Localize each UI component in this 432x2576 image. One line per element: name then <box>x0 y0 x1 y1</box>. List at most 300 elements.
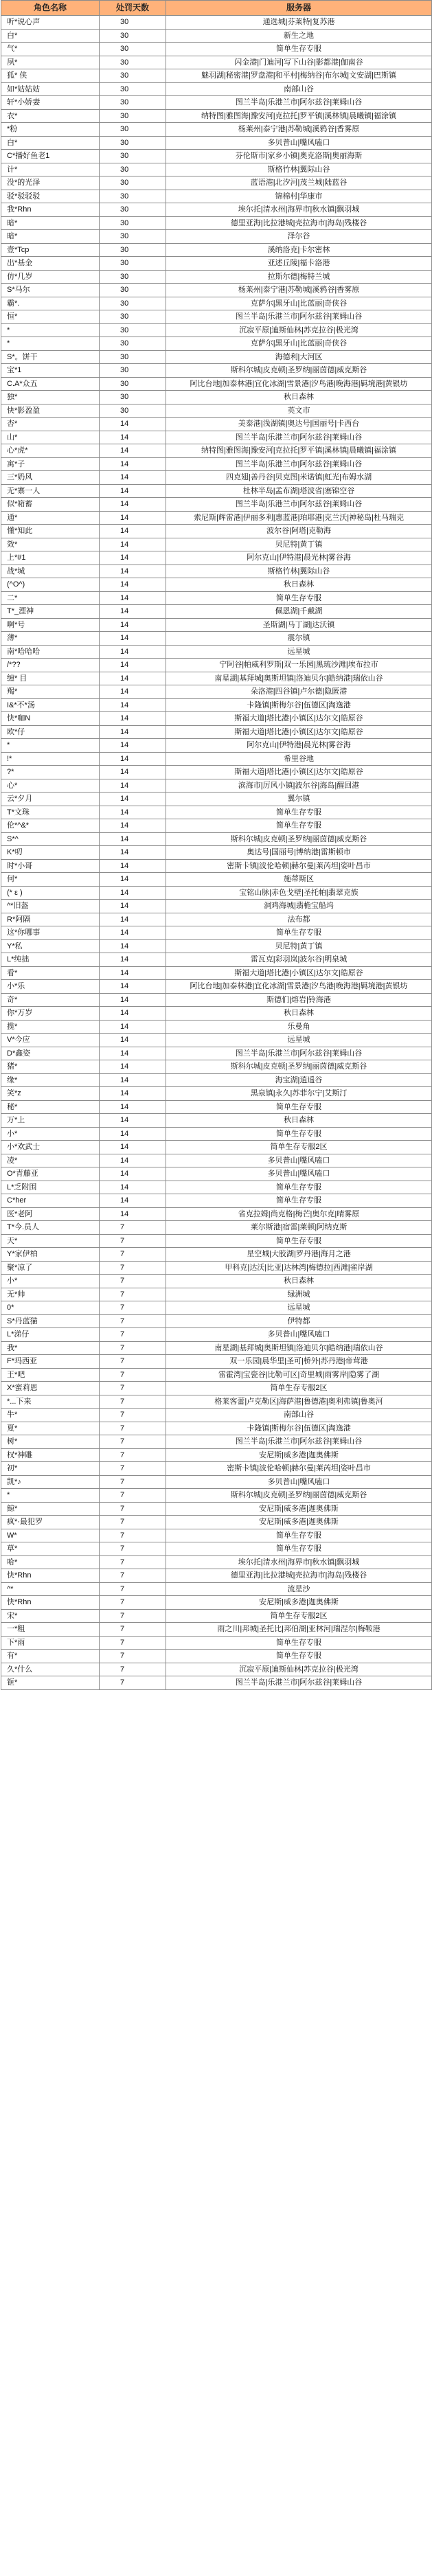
role-name-cell: 懂*知此 <box>1 525 100 538</box>
penalty-days-cell: 14 <box>100 1047 166 1060</box>
table-row <box>1 1100 432 1114</box>
table-row <box>1 1207 432 1221</box>
server-cell: 图兰半岛|乐港兰市|阿尔兹谷|莱姆山谷 <box>166 1676 432 1690</box>
server-cell: 沉寂平原|迪斯仙林|苏克拉谷|极光湾 <box>166 1663 432 1676</box>
role-name-cell: 你*万岁 <box>1 1007 100 1021</box>
penalty-days-cell: 7 <box>100 1448 166 1462</box>
table-row <box>1 1301 432 1315</box>
role-name-cell: 疯*·最犯罗 <box>1 1516 100 1529</box>
penalty-days-cell: 14 <box>100 565 166 578</box>
role-name-cell: 0* <box>1 1301 100 1315</box>
penalty-days-cell: 14 <box>100 659 166 672</box>
role-name-cell: 上*#1 <box>1 551 100 565</box>
table-row <box>1 1663 432 1676</box>
penalty-days-cell: 30 <box>100 150 166 163</box>
server-cell: 安尼斯|威多港|迦奥佛斯 <box>166 1502 432 1516</box>
role-name-cell: 凌* <box>1 1154 100 1167</box>
role-name-cell: C*播好鱼老1 <box>1 150 100 163</box>
server-cell: 多贝普山|嘴风嗑口 <box>166 1167 432 1181</box>
server-cell: 圣斯湖|马丁湖|达沃镇 <box>166 618 432 632</box>
server-cell: 滨海市|厉风小镇|波尔谷|海岛|醒回港 <box>166 779 432 793</box>
penalty-days-cell: 14 <box>100 980 166 994</box>
server-cell: 翼尔镇 <box>166 793 432 806</box>
server-cell: 雷瓦克|彩羽岚|波尔谷|明泉城 <box>166 953 432 967</box>
table-row <box>1 900 432 913</box>
server-cell: 安尼斯|威多港|迦奥佛斯 <box>166 1516 432 1529</box>
table-row <box>1 96 432 110</box>
table-row <box>1 163 432 176</box>
table-row <box>1 1288 432 1301</box>
role-name-cell: 缠* 目 <box>1 672 100 685</box>
penalty-days-cell: 14 <box>100 939 166 953</box>
server-cell: 远星城 <box>166 1034 432 1047</box>
penalty-days-cell: 14 <box>100 1087 166 1101</box>
table-row <box>1 712 432 726</box>
penalty-days-cell: 14 <box>100 444 166 458</box>
table-row <box>1 939 432 953</box>
role-name-cell: 白* <box>1 136 100 150</box>
role-name-cell: 仿*几岁 <box>1 270 100 284</box>
role-name-cell: 轩*小娇妻 <box>1 96 100 110</box>
penalty-days-cell: 7 <box>100 1516 166 1529</box>
server-cell: 图兰半岛|乐港兰市|阿尔兹谷|莱姆山谷 <box>166 1047 432 1060</box>
table-row <box>1 1087 432 1101</box>
server-cell: 南部山谷 <box>166 82 432 96</box>
server-cell: 贝尼特|黄丁镇 <box>166 538 432 551</box>
table-row <box>1 444 432 458</box>
table-row <box>1 484 432 498</box>
table-row <box>1 1502 432 1516</box>
server-cell: 埃尔托|清水州|海界市|秋水镇|飘羽城 <box>166 203 432 217</box>
role-name-cell: 没*的光泽 <box>1 176 100 190</box>
role-name-cell: 心*虎* <box>1 444 100 458</box>
table-row <box>1 645 432 659</box>
table-row <box>1 1314 432 1328</box>
table-row <box>1 391 432 404</box>
table-row <box>1 109 432 123</box>
role-name-cell: 南*哈哈哈 <box>1 645 100 659</box>
table-row <box>1 1395 432 1409</box>
role-name-cell: 奇* <box>1 993 100 1007</box>
role-name-cell: 缘* <box>1 1073 100 1087</box>
role-name-cell: 初* <box>1 1462 100 1476</box>
penalty-days-cell: 14 <box>100 913 166 926</box>
server-cell: 简单生存专服2区 <box>166 1609 432 1623</box>
penalty-days-cell: 30 <box>100 109 166 123</box>
table-row <box>1 659 432 672</box>
penalty-days-cell: 14 <box>100 538 166 551</box>
table-row <box>1 1368 432 1382</box>
penalty-days-cell: 7 <box>100 1609 166 1623</box>
server-cell: 秋日森林 <box>166 1114 432 1128</box>
role-name-cell: F*玛西亚 <box>1 1355 100 1369</box>
penalty-days-cell: 30 <box>100 190 166 203</box>
penalty-days-cell: 7 <box>100 1395 166 1409</box>
penalty-days-cell: 14 <box>100 873 166 887</box>
server-cell: 索尼斯|辉雷港|伊丽多利|惠蓝港|珀耶港|克兰沃|神秘岛|杜马瑞克 <box>166 511 432 525</box>
role-name-cell: 杏* <box>1 418 100 431</box>
table-row <box>1 297 432 310</box>
server-cell: 简单生存专服 <box>166 1529 432 1542</box>
server-cell: 安尼斯|威多港|迦奥佛斯 <box>166 1596 432 1610</box>
table-row <box>1 418 432 431</box>
server-cell: 奥达号|国丽号|博纳港|雷斯顿市 <box>166 846 432 860</box>
server-cell: 密斯卡镇|波伦哈顿|赫尔曼|莱芮坦|姿叶昌市 <box>166 1462 432 1476</box>
role-name-cell: 无*帅 <box>1 1288 100 1301</box>
table-row <box>1 1194 432 1208</box>
table-row <box>1 457 432 471</box>
server-cell: 安尼斯|威多港|迦奥佛斯 <box>166 1448 432 1462</box>
server-cell: 埃尔托|清水州|海界市|秋水镇|飘羽城 <box>166 1555 432 1569</box>
server-cell: 阿尔克山|伊特港|晨光林|雾谷海 <box>166 739 432 753</box>
role-name-cell: 云*夕月 <box>1 793 100 806</box>
penalty-days-cell: 30 <box>100 364 166 378</box>
table-row <box>1 431 432 444</box>
penalty-days-cell: 14 <box>100 886 166 900</box>
server-cell: 南星湖|基拜城|奥斯坦镇|洛迪贝尔|皓纳港|瑞依山谷 <box>166 1341 432 1355</box>
role-name-cell: 啊*号 <box>1 618 100 632</box>
penalty-days-cell: 30 <box>100 337 166 351</box>
penalty-days-cell: 7 <box>100 1650 166 1663</box>
penalty-days-cell: 30 <box>100 404 166 418</box>
role-name-cell: 王*吧 <box>1 1368 100 1382</box>
table-row <box>1 1582 432 1596</box>
role-name-cell: 揽* <box>1 1020 100 1034</box>
table-row <box>1 69 432 83</box>
table-row <box>1 1060 432 1074</box>
server-cell: 简单生存专服 <box>166 806 432 819</box>
table-row <box>1 766 432 779</box>
role-name-cell: S*。饼干 <box>1 350 100 364</box>
server-cell: 震尔镇 <box>166 632 432 646</box>
table-row <box>1 1409 432 1422</box>
penalty-days-cell: 7 <box>100 1529 166 1542</box>
penalty-days-cell: 7 <box>100 1261 166 1275</box>
role-name-cell: ?* <box>1 766 100 779</box>
server-cell: 简单生存专服 <box>166 1127 432 1141</box>
penalty-days-cell: 7 <box>100 1489 166 1503</box>
table-row <box>1 203 432 217</box>
role-name-cell: 伦*^&* <box>1 819 100 833</box>
server-cell: 杜林半岛|孟布湖|塔波省|塞锦空谷 <box>166 484 432 498</box>
header-row <box>1 1 432 16</box>
penalty-days-cell: 14 <box>100 605 166 619</box>
table-row <box>1 1636 432 1650</box>
table-row <box>1 1569 432 1583</box>
table-row <box>1 632 432 646</box>
server-cell: 斯科尔城|皮克顿|圣罗纳|丽茵德|威克斯谷 <box>166 1060 432 1074</box>
server-cell: 简单生存专服 <box>166 1100 432 1114</box>
server-cell: 绿洲城 <box>166 1288 432 1301</box>
role-name-cell: 狐* 侠 <box>1 69 100 83</box>
penalty-days-cell: 7 <box>100 1314 166 1328</box>
penalty-days-cell: 7 <box>100 1234 166 1248</box>
penalty-days-cell: 14 <box>100 966 166 980</box>
server-cell: 阿尔克山|伊特港|晨光林|雾谷海 <box>166 551 432 565</box>
role-name-cell: 白* <box>1 29 100 43</box>
server-cell: 闪金港|门迪河|写下山谷|影都港|伽南谷 <box>166 56 432 69</box>
server-cell: 斯格竹林|翼际山谷 <box>166 565 432 578</box>
table-row <box>1 886 432 900</box>
server-cell: 斯德们|熔岩|铃海港 <box>166 993 432 1007</box>
role-name-cell: I&*不*汤 <box>1 698 100 712</box>
role-name-cell: 听*说心声 <box>1 16 100 30</box>
penalty-days-cell: 14 <box>100 551 166 565</box>
table-row <box>1 471 432 485</box>
table-row <box>1 819 432 833</box>
server-cell: 密斯卡镇|波伦哈顿|赫尔曼|莱芮坦|姿叶昌市 <box>166 859 432 873</box>
table-row <box>1 1154 432 1167</box>
penalty-days-cell: 7 <box>100 1301 166 1315</box>
penalty-days-cell: 7 <box>100 1623 166 1637</box>
penalty-days-cell: 7 <box>100 1569 166 1583</box>
role-name-cell: *...下来 <box>1 1395 100 1409</box>
role-name-cell: W* <box>1 1529 100 1542</box>
role-name-cell: K*叨 <box>1 846 100 860</box>
table-row <box>1 498 432 512</box>
server-cell: 简单生存专服 <box>166 1636 432 1650</box>
role-name-cell: 看* <box>1 966 100 980</box>
role-name-cell: 通* <box>1 511 100 525</box>
table-row <box>1 966 432 980</box>
server-cell: 伊特都 <box>166 1314 432 1328</box>
table-row <box>1 1542 432 1556</box>
table-row <box>1 1382 432 1395</box>
table-row <box>1 1141 432 1154</box>
server-cell: 泽尔谷 <box>166 230 432 244</box>
server-cell: 魅羽湖|秘密港|罗盘港|和平村|梅纳谷|布尔城|文安湖|巴斯镇 <box>166 69 432 83</box>
table-row <box>1 926 432 940</box>
role-name-cell: 树* <box>1 1435 100 1449</box>
role-name-cell: 宝*1 <box>1 364 100 378</box>
role-name-cell: Y*私 <box>1 939 100 953</box>
server-cell: 美泰港|浅湖镇|奥达号|国丽号|卡西台 <box>166 418 432 431</box>
penalty-days-cell: 7 <box>100 1422 166 1435</box>
penalty-days-cell: 30 <box>100 123 166 137</box>
server-cell: 纳特图|雅图海|豫安河|克拉托|罗平镇|溪林镇|晨曦镇|福涂镇 <box>166 109 432 123</box>
role-name-cell: L*涕仔 <box>1 1328 100 1342</box>
table-body <box>1 16 432 1690</box>
penalty-days-cell: 14 <box>100 725 166 739</box>
server-cell: 黑泉镇|永久|苏菲尔宁|艾斯汀 <box>166 1087 432 1101</box>
role-name-cell: 效* <box>1 538 100 551</box>
table-row <box>1 832 432 846</box>
role-name-cell: 三*奶风 <box>1 471 100 485</box>
table-row <box>1 538 432 551</box>
role-name-cell: 计* <box>1 163 100 176</box>
server-cell: 宁阿谷|帕威利罗斯|双一乐园|黑琉沙滩|埃布拉市 <box>166 659 432 672</box>
server-cell: 希里谷地 <box>166 752 432 766</box>
server-cell: 格莱客蕾|卢克勒区|海萨港|鲁德港|奥利弗镇|鲁奥河 <box>166 1395 432 1409</box>
server-cell: 简单生存专服2区 <box>166 1382 432 1395</box>
server-cell: 阿比台地|加泰林港|宜化冰湖|雪景港|汐鸟港|晚海港|羁境港|黄银坊 <box>166 980 432 994</box>
server-cell: 德里亚海|比拉港城|壳拉海市|海岛|残楼谷 <box>166 216 432 230</box>
penalty-days-cell: 7 <box>100 1582 166 1596</box>
table-row <box>1 1448 432 1462</box>
table-row <box>1 257 432 271</box>
table-row <box>1 216 432 230</box>
server-cell: 锦棉村|华康市 <box>166 190 432 203</box>
role-name-cell: 暗* <box>1 230 100 244</box>
server-cell: 佩恩湖|千戴湖 <box>166 605 432 619</box>
table-row <box>1 123 432 137</box>
table-row <box>1 230 432 244</box>
penalty-days-cell: 14 <box>100 1207 166 1221</box>
table-row <box>1 1623 432 1637</box>
table-row <box>1 565 432 578</box>
table-row <box>1 1073 432 1087</box>
table-row <box>1 1020 432 1034</box>
penalty-days-cell: 7 <box>100 1435 166 1449</box>
penalty-days-cell: 30 <box>100 82 166 96</box>
penalty-days-cell: 7 <box>100 1288 166 1301</box>
table-row <box>1 698 432 712</box>
role-name-cell: 久*什么 <box>1 1663 100 1676</box>
server-cell: 南星湖|基拜城|奥斯坦镇|洛迪贝尔|皓纳港|瑞依山谷 <box>166 672 432 685</box>
server-cell: 施蒂斯区 <box>166 873 432 887</box>
role-name-cell: 牛* <box>1 1409 100 1422</box>
server-cell: 德里亚海|比拉港城|壳拉海市|海岛|残楼谷 <box>166 1569 432 1583</box>
penalty-days-cell: 7 <box>100 1596 166 1610</box>
penalty-days-cell: 14 <box>100 578 166 592</box>
penalty-days-cell: 7 <box>100 1221 166 1235</box>
table-row <box>1 150 432 163</box>
server-cell: 斯格竹林|翼际山谷 <box>166 163 432 176</box>
penalty-days-cell: 7 <box>100 1275 166 1288</box>
penalty-days-cell: 30 <box>100 391 166 404</box>
table-row <box>1 1475 432 1489</box>
role-name-cell: 欧*仔 <box>1 725 100 739</box>
role-name-cell: 有* <box>1 1650 100 1663</box>
table-row <box>1 980 432 994</box>
server-cell: 秋日森林 <box>166 1275 432 1288</box>
table-row <box>1 725 432 739</box>
table-row <box>1 43 432 56</box>
penalty-days-cell: 14 <box>100 953 166 967</box>
penalty-days-cell: 14 <box>100 926 166 940</box>
table-row <box>1 578 432 592</box>
server-cell: 海德利|大河区 <box>166 350 432 364</box>
server-cell: 简单生存专服 <box>166 819 432 833</box>
penalty-days-cell: 7 <box>100 1676 166 1690</box>
role-name-cell: 驳*驳驳驳 <box>1 190 100 203</box>
role-name-cell: D*鑫姿 <box>1 1047 100 1060</box>
server-cell: 图兰半岛|乐港兰市|阿尔兹谷|莱姆山谷 <box>166 431 432 444</box>
server-cell: 秋日森林 <box>166 1007 432 1021</box>
role-name-cell: 独* <box>1 391 100 404</box>
penalty-days-cell: 7 <box>100 1462 166 1476</box>
penalty-days-cell: 14 <box>100 1167 166 1181</box>
server-cell: 新生之地 <box>166 29 432 43</box>
role-name-cell: 天* <box>1 1234 100 1248</box>
table-row <box>1 350 432 364</box>
server-cell: 简单生存专服 <box>166 1542 432 1556</box>
table-row <box>1 1181 432 1194</box>
table-row <box>1 525 432 538</box>
role-name-cell: 笑*z <box>1 1087 100 1101</box>
server-cell: 宝铭山脉|赤色戈壁|圣托帕|翡翠克族 <box>166 886 432 900</box>
role-name-cell: 草* <box>1 1542 100 1556</box>
server-cell: 简单生存专服 <box>166 1234 432 1248</box>
server-cell: 简单生存专服 <box>166 591 432 605</box>
server-cell: 省克拉姆|尚克格|梅芒|奥尔克|晴雾原 <box>166 1207 432 1221</box>
table-row <box>1 1127 432 1141</box>
penalty-days-cell: 7 <box>100 1248 166 1262</box>
penalty-days-cell: 14 <box>100 819 166 833</box>
table-row <box>1 1529 432 1542</box>
role-name-cell: S*^ <box>1 832 100 846</box>
penalty-days-cell: 7 <box>100 1355 166 1369</box>
table-row <box>1 953 432 967</box>
penalty-days-cell: 30 <box>100 176 166 190</box>
table-row <box>1 270 432 284</box>
server-cell: 斯福大道|塔比港|小镇区|达尔文|皓原谷 <box>166 712 432 726</box>
penalty-days-cell: 30 <box>100 16 166 30</box>
table-row <box>1 1234 432 1248</box>
table-row <box>1 672 432 685</box>
penalty-days-cell: 7 <box>100 1542 166 1556</box>
table-row <box>1 806 432 819</box>
server-cell: 海宝湖|逍遥谷 <box>166 1073 432 1087</box>
penalty-days-cell: 30 <box>100 56 166 69</box>
server-cell: 简单生存专服 <box>166 1194 432 1208</box>
server-cell: 斯福大道|塔比港|小镇区|达尔文|皓原谷 <box>166 766 432 779</box>
server-cell: 简单生存专服2区 <box>166 1141 432 1154</box>
role-name-cell: (* ε ) <box>1 886 100 900</box>
penalty-table <box>1 0 432 1690</box>
penalty-days-cell: 30 <box>100 29 166 43</box>
penalty-days-cell: 14 <box>100 1034 166 1047</box>
penalty-days-cell: 7 <box>100 1502 166 1516</box>
table-row <box>1 29 432 43</box>
penalty-days-cell: 14 <box>100 793 166 806</box>
penalty-days-cell: 14 <box>100 1141 166 1154</box>
role-name-cell: 这*你哪事 <box>1 926 100 940</box>
role-name-cell: 小* <box>1 1275 100 1288</box>
penalty-days-cell: 7 <box>100 1382 166 1395</box>
role-name-cell: *粉 <box>1 123 100 137</box>
server-cell: 秋日森林 <box>166 578 432 592</box>
penalty-days-cell: 14 <box>100 418 166 431</box>
penalty-days-cell: 30 <box>100 310 166 324</box>
role-name-cell: O*青藤亚 <box>1 1167 100 1181</box>
role-name-cell: 我* <box>1 1341 100 1355</box>
role-name-cell: 壹*Tcp <box>1 243 100 257</box>
role-name-cell: * <box>1 323 100 337</box>
server-cell: 阿比台地|加泰林港|宜化冰湖|雪景港|汐鸟港|晚海港|羁境港|黄银坊 <box>166 377 432 391</box>
role-name-cell: 猪* <box>1 1060 100 1074</box>
table-row <box>1 1489 432 1503</box>
penalty-days-cell: 14 <box>100 618 166 632</box>
penalty-days-cell: 14 <box>100 993 166 1007</box>
table-row <box>1 310 432 324</box>
server-cell: 双一乐园|晨华里|圣可|桥外|苏丹港|帝茸港 <box>166 1355 432 1369</box>
table-row <box>1 605 432 619</box>
penalty-days-cell: 14 <box>100 859 166 873</box>
penalty-days-cell: 14 <box>100 457 166 471</box>
header-penalty-days: 处罚天数 <box>100 1 166 16</box>
server-cell: 远星城 <box>166 1301 432 1315</box>
role-name-cell: 恒* <box>1 310 100 324</box>
penalty-days-cell: 14 <box>100 1181 166 1194</box>
role-name-cell: 如*姑姑姑 <box>1 82 100 96</box>
table-row <box>1 1248 432 1262</box>
server-cell: 远星城 <box>166 645 432 659</box>
server-cell: 斯福大道|塔比港|小镇区|达尔文|皓原谷 <box>166 966 432 980</box>
role-name-cell: 似*箱蓄 <box>1 498 100 512</box>
role-name-cell: X*蜜莉恩 <box>1 1382 100 1395</box>
server-cell: 斯科尔城|皮克顿|圣罗纳|丽茵德|威克斯谷 <box>166 364 432 378</box>
